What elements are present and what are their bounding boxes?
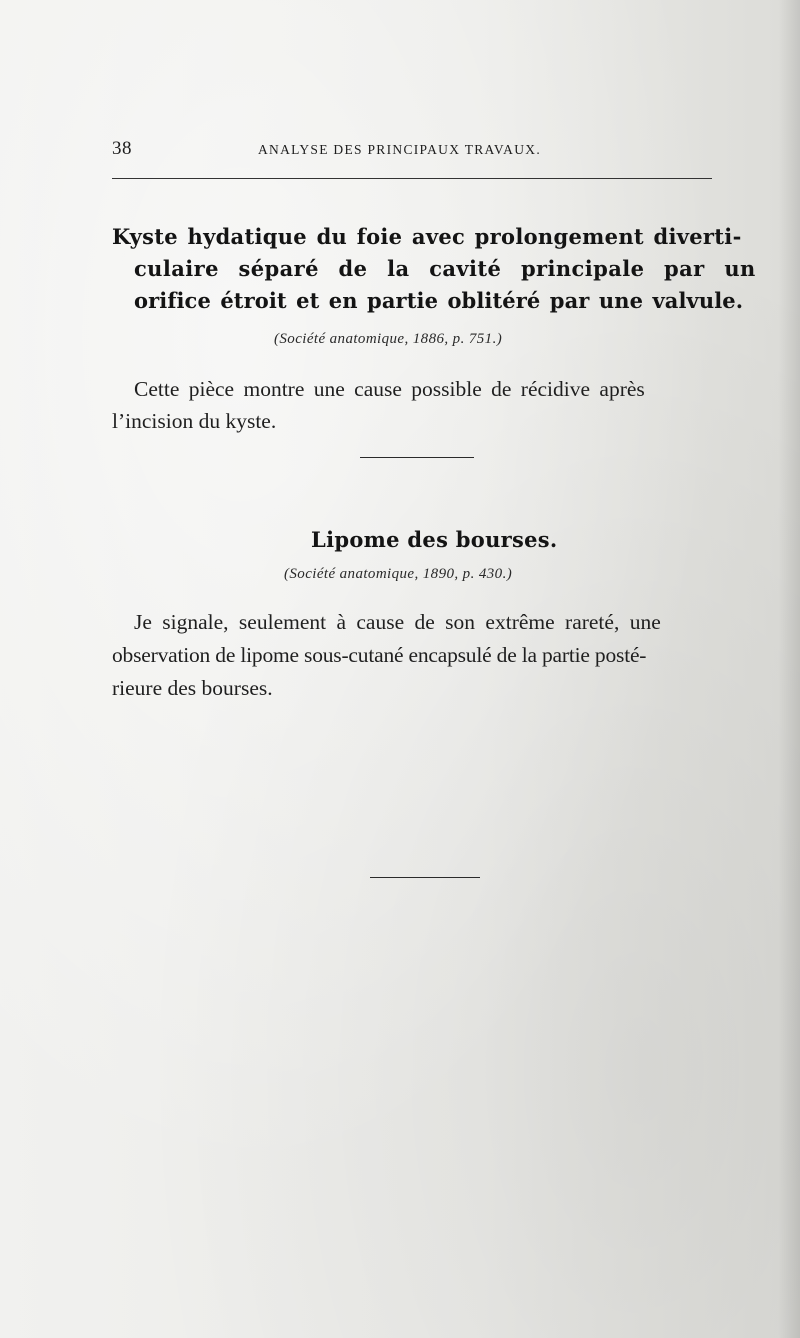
article1-body-line-1: Cette pièce montre une cause possible de récidive après [134,377,645,401]
article2-citation: (Société anatomique, 1890, p. 430.) [284,566,513,582]
article1-title-line-2: culaire séparé de la cavité principale par un [134,256,756,281]
header-rule [112,178,712,179]
article1-title-line-1: Kyste hydatique du foie avec prolongement diverti- [112,224,742,249]
running-head: ANALYSE DES PRINCIPAUX TRAVAUX. [258,142,541,157]
page-edge-shadow [778,0,800,1338]
article2-body-line-2: observation de lipome sous-cutané encapsulé de la partie posté- [112,643,647,667]
section-divider-1 [360,457,474,458]
page-header [112,138,712,162]
article2-title: Lipome des bourses. [311,527,558,552]
page-number: 38 [112,138,132,159]
article1-body-line-2: l’incision du kyste. [112,409,277,433]
article1-citation: (Société anatomique, 1886, p. 751.) [274,331,503,347]
article2-body-line-1: Je signale, seulement à cause de son extrême rareté, une [134,610,661,634]
article2-body-line-3: rieure des bourses. [112,676,273,700]
article1-title-line-3: orifice étroit et en partie oblitéré par une valvule. [134,288,744,313]
section-divider-2 [370,877,480,878]
